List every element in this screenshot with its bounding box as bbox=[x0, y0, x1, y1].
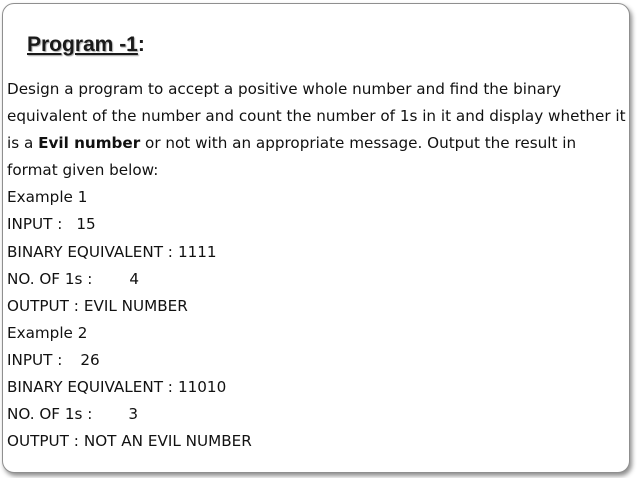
output-label: OUTPUT : bbox=[7, 432, 79, 451]
description-line: format given below: bbox=[7, 161, 159, 180]
example-output-line bbox=[7, 293, 631, 320]
example-1 bbox=[7, 184, 631, 319]
binary-value: 11010 bbox=[177, 378, 227, 397]
ones-label: NO. OF 1s : bbox=[7, 405, 93, 424]
evil-number-term: Evil number bbox=[38, 134, 141, 153]
output-value: EVIL NUMBER bbox=[83, 296, 188, 315]
example-input-line bbox=[7, 211, 631, 238]
ones-value: 4 bbox=[129, 269, 140, 288]
output-value: NOT AN EVIL NUMBER bbox=[83, 432, 252, 451]
slide-body bbox=[7, 76, 631, 455]
example-2 bbox=[7, 320, 631, 455]
description-line: equivalent of the number and count the number of 1s in it and display whether it bbox=[7, 107, 626, 126]
binary-value: 1111 bbox=[177, 242, 217, 261]
slide-title-colon: : bbox=[137, 33, 145, 56]
example-ones-line bbox=[7, 401, 631, 428]
input-value: 15 bbox=[76, 215, 96, 234]
binary-label: BINARY EQUIVALENT : bbox=[7, 242, 173, 261]
example-heading: Example 1 bbox=[7, 188, 88, 207]
example-output-line bbox=[7, 428, 631, 455]
description-text: or not with an appropriate message. Output the result in bbox=[140, 134, 577, 153]
description-line: Design a program to accept a positive whole number and find the binary bbox=[7, 80, 562, 98]
slide-title bbox=[27, 31, 145, 59]
problem-description bbox=[7, 76, 631, 184]
binary-label: BINARY EQUIVALENT : bbox=[7, 378, 173, 397]
input-label: INPUT : bbox=[7, 215, 63, 234]
input-label: INPUT : bbox=[7, 350, 63, 369]
ones-value: 3 bbox=[128, 405, 139, 424]
example-heading: Example 2 bbox=[7, 323, 88, 342]
output-label: OUTPUT : bbox=[7, 296, 79, 315]
example-binary-line bbox=[7, 239, 631, 266]
example-input-line bbox=[7, 347, 631, 374]
example-ones-line bbox=[7, 266, 631, 293]
ones-label: NO. OF 1s : bbox=[7, 269, 93, 288]
example-binary-line bbox=[7, 374, 631, 401]
slide-title-text: Program -1 bbox=[27, 33, 138, 56]
input-value: 26 bbox=[80, 350, 100, 369]
description-line bbox=[7, 130, 631, 157]
description-text: is a bbox=[7, 134, 39, 153]
